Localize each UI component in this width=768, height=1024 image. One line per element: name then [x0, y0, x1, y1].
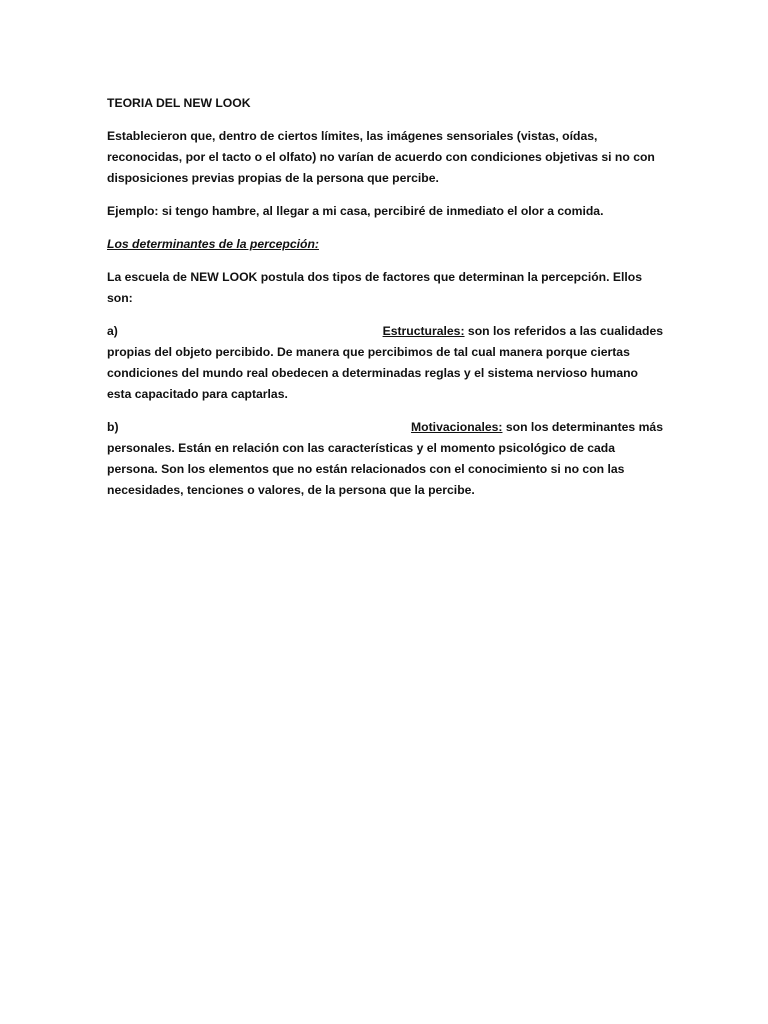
list-item-lead-text: son los referidos a las cualidades — [464, 324, 663, 338]
paragraph-intro: Establecieron que, dentro de ciertos límites, las imágenes sensoriales (vistas, oídas, reconocidas, por el tacto o el olfato) no varían de acuerdo con condiciones objetivas si no con disposiciones previas propias de la persona que percibe. — [107, 129, 655, 185]
section-heading: Los determinantes de la percepción: — [107, 237, 319, 251]
list-item-structural — [107, 321, 663, 405]
list-item-term: Motivacionales: — [411, 420, 503, 434]
list-item-lead — [411, 417, 663, 438]
list-item-term: Estructurales: — [382, 324, 465, 338]
list-item-label: a) — [107, 324, 118, 338]
paragraph-example: Ejemplo: si tengo hambre, al llegar a mi casa, percibiré de inmediato el olor a comida. — [107, 204, 604, 218]
list-item-lead — [383, 321, 663, 342]
list-item-text: personales. Están en relación con las características y el momento psicológico de cada persona. Son los elementos que no están relacionados con el conocimiento si no con las necesidades, tenciones o valores, de la persona que la percibe. — [107, 441, 625, 497]
list-item-motivational — [107, 417, 663, 501]
list-item-lead-text: son los determinantes más — [502, 420, 663, 434]
list-item-label: b) — [107, 420, 119, 434]
list-item-first-line — [107, 321, 663, 342]
list-item-text: propias del objeto percibido. De manera que percibimos de tal cual manera porque ciertas condiciones del mundo real obedecen a determinadas reglas y el sistema nervioso humano esta capacitado para captarlas. — [107, 345, 639, 401]
paragraph-factors: La escuela de NEW LOOK postula dos tipos de factores que determinan la percepción. Ellos son: — [107, 270, 643, 305]
document-title: TEORIA DEL NEW LOOK — [107, 96, 251, 110]
list-item-first-line — [107, 417, 663, 438]
document-body — [107, 93, 663, 513]
